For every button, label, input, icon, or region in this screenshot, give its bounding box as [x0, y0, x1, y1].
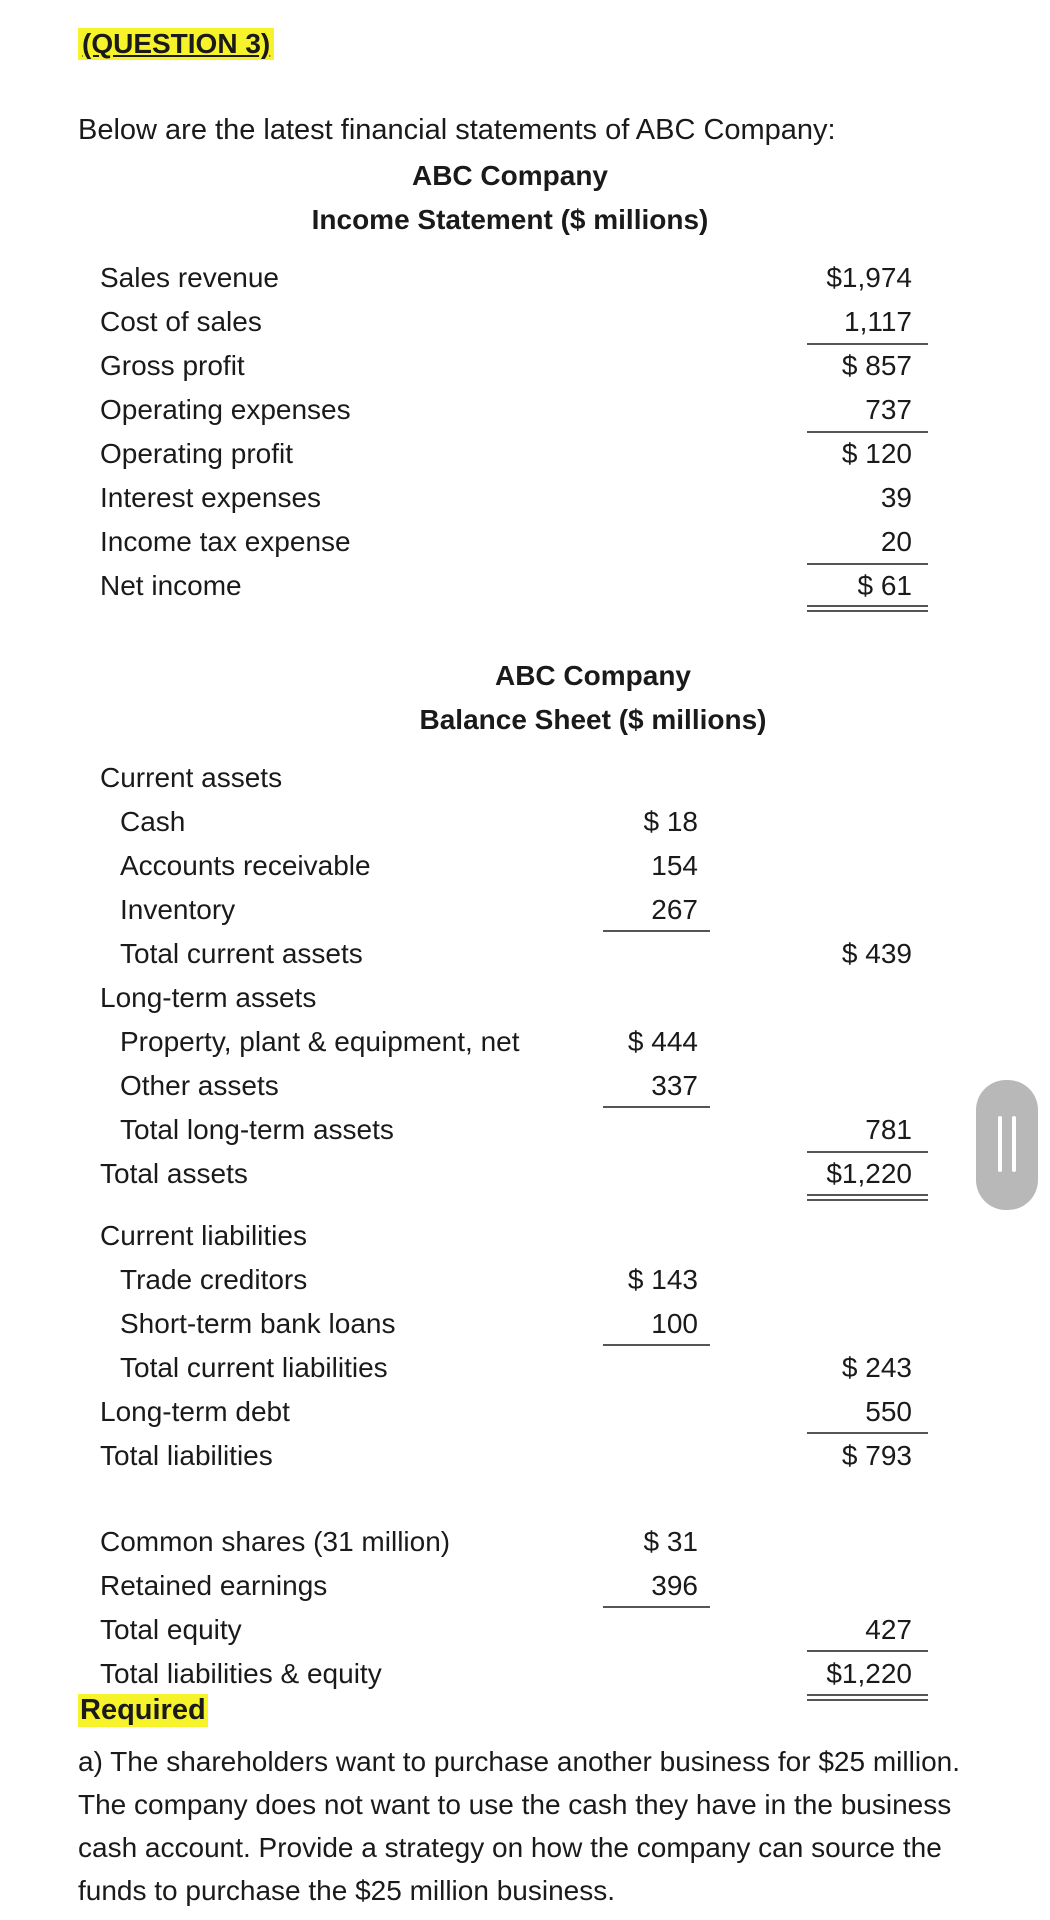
row-value: 20 [880, 526, 912, 557]
row-value: 737 [865, 394, 912, 425]
row-label: Income tax expense [100, 526, 351, 557]
row-value: $ 793 [841, 1440, 912, 1471]
row-value: 550 [865, 1396, 912, 1427]
table-row [0, 894, 1050, 938]
table-row [0, 350, 1050, 394]
income-statement-title: Income Statement ($ millions) [311, 204, 709, 235]
section-header [0, 762, 1050, 806]
subtotal-rule [807, 343, 928, 345]
row-label: Gross profit [100, 350, 245, 381]
subtotal-rule [807, 431, 928, 433]
row-value: $ 31 [643, 1526, 698, 1557]
current-assets-header: Current assets [100, 762, 283, 793]
balance-sheet-title: Balance Sheet ($ millions) [419, 704, 767, 735]
table-row [0, 1352, 1050, 1396]
table-row [0, 1440, 1050, 1484]
subtotal-rule [807, 563, 928, 565]
table-row [0, 438, 1050, 482]
row-label: Cash [120, 806, 186, 837]
table-row [0, 938, 1050, 982]
total-double-rule [807, 605, 928, 612]
row-value: 396 [651, 1570, 698, 1601]
row-value: $ 120 [841, 438, 912, 469]
grip-line-icon [998, 1116, 1002, 1172]
row-label: Inventory [120, 894, 236, 925]
row-label: Sales revenue [100, 262, 280, 293]
row-value: $ 857 [841, 350, 912, 381]
row-value: 781 [865, 1114, 912, 1145]
required-heading: Required [80, 1694, 206, 1726]
row-value: $ 61 [857, 570, 912, 601]
current-liabilities-header: Current liabilities [100, 1220, 307, 1251]
row-value: $1,220 [826, 1658, 912, 1689]
subtotal-rule [603, 1344, 710, 1346]
table-row [0, 1264, 1050, 1308]
table-row [0, 806, 1050, 850]
row-label: Trade creditors [120, 1264, 308, 1295]
question-title: (QUESTION 3) [78, 28, 274, 60]
row-label: Total equity [100, 1614, 242, 1645]
row-value: 39 [880, 482, 912, 513]
row-label: Common shares (31 million) [100, 1526, 451, 1557]
row-label: Operating profit [100, 438, 293, 469]
table-row [0, 482, 1050, 526]
row-value: 1,117 [844, 306, 912, 337]
required-question-text: a) The shareholders want to purchase another business for $25 million. The company does not want to use the cash they have in the business cash account. Provide a strategy on how the company can source the funds to purchase the $25 million business. [78, 1746, 960, 1906]
subtotal-rule [807, 1151, 928, 1153]
table-row [0, 1026, 1050, 1070]
income-statement-company: ABC Company [411, 160, 608, 191]
row-value: $ 143 [627, 1264, 698, 1295]
grip-line-icon [1012, 1116, 1016, 1172]
scroll-handle[interactable] [976, 1080, 1038, 1210]
row-label: Net income [100, 570, 242, 601]
row-value: $1,220 [826, 1158, 912, 1189]
row-value: 427 [865, 1614, 912, 1645]
row-value: $ 243 [841, 1352, 912, 1383]
section-header [0, 982, 1050, 1026]
row-label: Total current assets [120, 938, 363, 969]
row-value: $ 18 [643, 806, 698, 837]
total-double-rule [807, 1694, 928, 1701]
row-value: $ 444 [627, 1026, 698, 1057]
row-value: 154 [651, 850, 698, 881]
balance-sheet-company: ABC Company [494, 660, 691, 691]
row-label: Other assets [120, 1070, 279, 1101]
row-label: Short-term bank loans [120, 1308, 396, 1339]
table-row [0, 1570, 1050, 1614]
row-label: Retained earnings [100, 1570, 328, 1601]
row-value: $1,974 [826, 262, 912, 293]
row-label: Total liabilities [100, 1440, 273, 1471]
row-label: Interest expenses [100, 482, 322, 513]
total-double-rule [807, 1194, 928, 1201]
row-label: Total long-term assets [120, 1114, 394, 1145]
row-label: Property, plant & equipment, net [120, 1026, 520, 1057]
table-row [0, 1526, 1050, 1570]
row-value: 337 [651, 1070, 698, 1101]
row-label: Operating expenses [100, 394, 351, 425]
row-label: Total liabilities & equity [100, 1658, 382, 1689]
table-row [0, 850, 1050, 894]
row-label: Total assets [100, 1158, 248, 1189]
row-label: Cost of sales [100, 306, 262, 337]
table-row [0, 1308, 1050, 1352]
row-value: $ 439 [841, 938, 912, 969]
subtotal-rule [807, 1432, 928, 1434]
row-label: Long-term debt [100, 1396, 290, 1427]
section-header [0, 1220, 1050, 1264]
subtotal-rule [807, 1650, 928, 1652]
row-label: Accounts receivable [120, 850, 371, 881]
subtotal-rule [603, 930, 710, 932]
subtotal-rule [603, 1606, 710, 1608]
row-label: Total current liabilities [120, 1352, 388, 1383]
subtotal-rule [603, 1106, 710, 1108]
long-term-assets-header: Long-term assets [100, 982, 317, 1013]
table-row [0, 262, 1050, 306]
row-value: 100 [651, 1308, 698, 1339]
row-value: 267 [651, 894, 698, 925]
table-row [0, 1070, 1050, 1114]
intro-text: Below are the latest financial statements of ABC Company: [78, 114, 836, 146]
